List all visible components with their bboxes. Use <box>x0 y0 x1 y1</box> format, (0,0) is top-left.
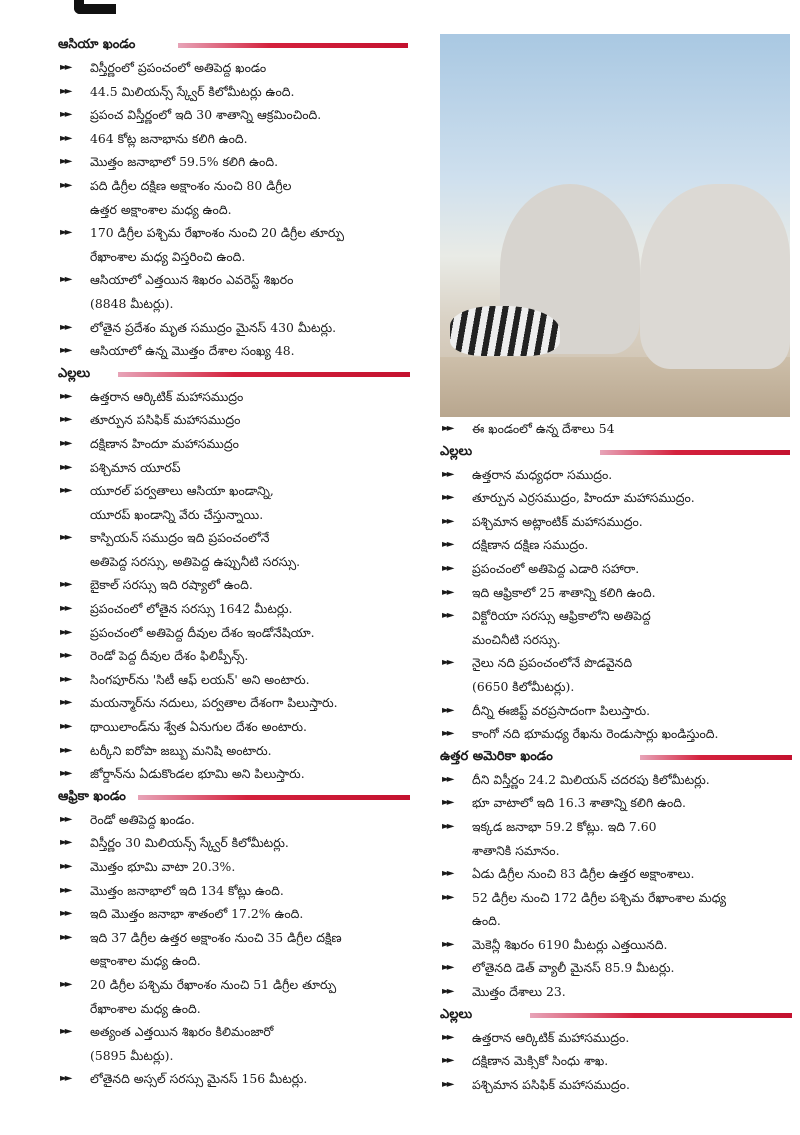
section-heading <box>440 441 795 463</box>
list-item-text: లోతైన ప్రదేశం మృత సముద్రం మైనస్ 430 మీటర్లు. <box>90 319 337 335</box>
heading-accent-bar <box>118 372 410 377</box>
heading-accent-bar <box>600 450 790 455</box>
list-item-text: ఇక్కడ జనాభా 59.2 కోట్లు. ఇది 7.60 <box>472 818 657 834</box>
bullet-arrow-icon: ►► <box>442 562 452 574</box>
list-item <box>58 1067 420 1091</box>
list-item-text: కాంగో నది భూమధ్య రేఖను రెండుసార్లు ఖండిస్తుంది. <box>472 726 719 742</box>
list-item-text: కాస్పియన్ సముద్రం ఇది ప్రపంచంలోనే <box>90 530 270 546</box>
bullet-arrow-icon: ►► <box>60 461 70 473</box>
list-item <box>440 699 795 723</box>
list-item <box>440 933 795 957</box>
list-item <box>58 926 420 973</box>
section-heading-text: ఎల్లలు <box>58 365 91 381</box>
section-heading <box>440 1004 795 1026</box>
heading-accent-bar <box>178 43 408 48</box>
list-item <box>58 526 420 573</box>
list-item-text: దక్షిణాన దక్షిణ సముద్రం. <box>472 537 589 553</box>
bullet-arrow-icon: ►► <box>60 109 70 121</box>
list-item <box>58 973 420 1020</box>
list-item <box>440 486 795 510</box>
list-item <box>58 831 420 855</box>
list-item-text: సింగపూర్‌ను 'సిటీ ఆఫ్ లయన్' అని అంటారు. <box>90 671 310 687</box>
right-column-content <box>440 417 795 1096</box>
list-item-text: జోర్డాన్‌ను ఏడుకొండల భూమి అని పిలుస్తారు. <box>90 766 305 782</box>
elephants-zebras-photo <box>440 34 790 417</box>
section-heading-text: ఉత్తర అమెరికా ఖండం <box>440 748 553 764</box>
list-item-text: బైకాల్ సరస్సు ఇది రష్యాలో ఉంది. <box>90 577 253 593</box>
bullet-arrow-icon: ►► <box>60 861 70 872</box>
list-item <box>58 621 420 645</box>
bullet-arrow-icon: ►► <box>60 978 70 990</box>
bullet-arrow-icon: ►► <box>60 697 70 709</box>
bullet-arrow-icon: ►► <box>60 345 70 357</box>
bullet-arrow-icon: ►► <box>60 650 70 662</box>
list-item <box>58 691 420 715</box>
bullet-arrow-icon: ►► <box>442 820 452 832</box>
list-item-text: ఉంది. <box>472 913 501 929</box>
list-item <box>440 815 795 862</box>
list-item <box>440 651 795 698</box>
list-item-text: రేఖాంశాల మధ్య ఉంది. <box>90 1000 201 1016</box>
bullet-arrow-icon: ►► <box>60 603 70 615</box>
bullet-arrow-icon: ►► <box>60 626 70 638</box>
bullet-arrow-icon: ►► <box>60 532 70 544</box>
bullet-arrow-icon: ►► <box>60 931 70 943</box>
list-item-text: (5895 మీటర్లు). <box>90 1047 174 1063</box>
elephant-right <box>640 184 790 369</box>
list-item-text: ప్రపంచ విస్తీర్ణంలో ఇది 30 శాతాన్ని ఆక్రమించింది. <box>90 107 322 123</box>
list-item <box>58 573 420 597</box>
list-item <box>58 597 420 621</box>
bullet-arrow-icon: ►► <box>442 539 452 551</box>
bullet-arrow-icon: ►► <box>60 721 70 733</box>
list-item <box>58 150 420 174</box>
list-item-text: యూరల్ పర్వతాలు ఆసియా ఖండాన్ని, <box>90 483 274 499</box>
bullet-arrow-icon: ►► <box>60 813 70 825</box>
list-item <box>440 557 795 581</box>
list-item <box>440 510 795 534</box>
list-item-text: (8848 మీటర్లు). <box>90 295 174 311</box>
list-item-text: ఉత్తర అక్షాంశాల మధ్య ఉంది. <box>90 201 232 217</box>
list-item-text: మెకెన్లీ శిఖరం 6190 మీటర్లు ఎత్తయినది. <box>472 936 668 952</box>
bullet-arrow-icon: ►► <box>60 227 70 239</box>
title-letter-fragment <box>74 0 116 14</box>
list-item-text: 464 కోట్ల జనాభాను కలిగి ఉంది. <box>90 130 248 146</box>
bullet-arrow-icon: ►► <box>60 1026 70 1038</box>
list-item <box>58 80 420 104</box>
bullet-arrow-icon: ►► <box>60 744 70 756</box>
list-item <box>440 417 795 441</box>
list-item-text: రెండో అతిపెద్ద ఖండం. <box>90 811 195 827</box>
bullet-arrow-icon: ►► <box>442 986 452 998</box>
list-item-text: విక్టోరియా సరస్సు ఆఫ్రికాలోని అతిపెద్ద <box>472 608 651 624</box>
list-item <box>58 127 420 151</box>
list-item <box>58 174 420 221</box>
bullet-arrow-icon: ►► <box>60 62 70 73</box>
list-item-text: ఏడు డిగ్రీల నుంచి 83 డిగ్రీల ఉత్తర అక్షాంశాలు. <box>472 866 695 882</box>
list-item <box>440 463 795 487</box>
heading-accent-bar <box>138 795 410 800</box>
bullet-arrow-icon: ►► <box>60 179 70 191</box>
bullet-arrow-icon: ►► <box>442 657 452 669</box>
list-item-text: పది డిగ్రీల దక్షిణ అక్షాంశం నుంచి 80 డిగ్రీల <box>90 177 292 193</box>
list-item-text: ఈ ఖండంలో ఉన్న దేశాలు 54 <box>472 421 615 436</box>
bullet-arrow-icon: ►► <box>442 891 452 903</box>
bullet-arrow-icon: ►► <box>60 1073 70 1085</box>
list-item <box>58 644 420 668</box>
list-item <box>58 408 420 432</box>
list-item-text: నైలు నది ప్రపంచంలోనే పొడవైనది <box>472 655 633 671</box>
list-item <box>440 533 795 557</box>
bullet-arrow-icon: ►► <box>60 437 70 449</box>
list-item-text: రేఖాంశాల మధ్య విస్తరించి ఉంది. <box>90 248 246 264</box>
bullet-arrow-icon: ►► <box>442 773 452 785</box>
list-item <box>58 762 420 786</box>
list-item <box>58 668 420 692</box>
bullet-arrow-icon: ►► <box>60 579 70 591</box>
list-item-text: విస్తీర్ణంలో ప్రపంచంలో అతిపెద్ద ఖండం <box>90 60 267 75</box>
list-item-text: 170 డిగ్రీల పశ్చిమ రేఖాంశం నుంచి 20 డిగ్రీల తూర్పు <box>90 225 345 241</box>
list-item-text: ఇది 37 డిగ్రీల ఉత్తర అక్షాంశం నుంచి 35 డిగ్రీల దక్షిణ <box>90 929 342 945</box>
bullet-arrow-icon: ►► <box>442 1078 452 1090</box>
list-item-text: మొత్తం దేశాలు 23. <box>472 984 566 1000</box>
list-item <box>58 456 420 480</box>
bullet-arrow-icon: ►► <box>60 156 70 168</box>
bullet-arrow-icon: ►► <box>60 485 70 497</box>
list-item-text: ఆసియాలో ఉన్న మొత్తం దేశాల సంఖ్య 48. <box>90 343 295 359</box>
bullet-arrow-icon: ►► <box>60 837 70 849</box>
list-item <box>440 722 795 746</box>
list-item <box>440 791 795 815</box>
section-heading <box>58 786 420 808</box>
list-item-text: ఇది మొత్తం జనాభా శాతంలో 17.2% ఉంది. <box>90 906 304 922</box>
list-item-text: భూ వాటాలో ఇది 16.3 శాతాన్ని కలిగి ఉంది. <box>472 795 686 811</box>
list-item <box>58 316 420 340</box>
bullet-arrow-icon: ►► <box>60 390 70 402</box>
list-item <box>58 715 420 739</box>
list-item <box>440 1049 795 1073</box>
list-item <box>440 768 795 792</box>
list-item-text: అతిపెద్ద సరస్సు, అతిపెద్ద ఉప్పునీటి సరస్సు. <box>90 553 301 569</box>
bullet-arrow-icon: ►► <box>442 492 452 504</box>
list-item <box>58 739 420 763</box>
list-item <box>440 886 795 933</box>
list-item <box>440 1026 795 1050</box>
list-item-text: లోతైనది అస్సల్ సరస్సు మైనస్ 156 మీటర్లు. <box>90 1071 308 1087</box>
list-item <box>440 581 795 605</box>
bullet-arrow-icon: ►► <box>60 908 70 920</box>
list-item-text: ఆసియాలో ఎత్తయిన శిఖరం ఎవరెస్ట్ శిఖరం <box>90 272 294 288</box>
list-item <box>58 339 420 363</box>
section-heading-text: ఎల్లలు <box>440 443 473 459</box>
bullet-arrow-icon: ►► <box>442 423 452 434</box>
list-item-text: శాతానికి సమానం. <box>472 842 560 858</box>
bullet-arrow-icon: ►► <box>442 515 452 527</box>
list-item-text: రెండో పెద్ద దీవుల దేశం ఫిలిప్పీన్స్. <box>90 648 249 664</box>
list-item <box>58 221 420 268</box>
list-item-text: పశ్చిమాన అట్లాంటిక్ మహాసముద్రం. <box>472 513 643 529</box>
list-item <box>58 879 420 903</box>
list-item <box>58 56 420 80</box>
list-item-text: లోతైనది డెత్ వ్యాలీ మైనస్ 85.9 మీటర్లు. <box>472 960 675 976</box>
list-item-text: మయన్మార్‌ను నదులు, పర్వతాల దేశంగా పిలుస్తారు. <box>90 695 338 711</box>
bullet-arrow-icon: ►► <box>442 728 452 740</box>
list-item-text: అత్యంత ఎత్తయిన శిఖరం కిలిమంజారో <box>90 1024 274 1040</box>
list-item <box>440 1073 795 1097</box>
list-item-text: ఇది ఆఫ్రికాలో 25 శాతాన్ని కలిగి ఉంది. <box>472 584 656 600</box>
list-item-text: దీని విస్తీర్ణం 24.2 మిలియన్ చదరపు కిలోమీటర్లు. <box>472 771 710 787</box>
list-item-text: దీన్ని ఈజిప్ట్ వరప్రసాదంగా పిలుస్తారు. <box>472 702 651 718</box>
section-heading <box>58 34 420 56</box>
bullet-arrow-icon: ►► <box>442 938 452 950</box>
list-item-text: తూర్పున ఎర్రసముద్రం, హిందూ మహాసముద్రం. <box>472 490 695 506</box>
list-item-text: 20 డిగ్రీల పశ్చిమ రేఖాంశం నుంచి 51 డిగ్రీల తూర్పు <box>90 976 337 992</box>
bullet-arrow-icon: ►► <box>60 274 70 286</box>
bullet-arrow-icon: ►► <box>60 673 70 685</box>
bullet-arrow-icon: ►► <box>442 962 452 974</box>
section-heading <box>58 363 420 385</box>
list-item <box>58 268 420 315</box>
section-heading <box>440 746 795 768</box>
list-item <box>58 855 420 879</box>
bullet-arrow-icon: ►► <box>60 414 70 426</box>
list-item-text: పశ్చిమాన పసిఫిక్ మహాసముద్రం. <box>472 1076 630 1092</box>
list-item-text: పశ్చిమాన యూరప్ <box>90 459 181 475</box>
list-item-text: తూర్పున పసిఫిక్ మహాసముద్రం <box>90 412 241 428</box>
heading-accent-bar <box>530 1013 792 1018</box>
list-item <box>58 808 420 832</box>
list-item-text: మొత్తం జనాభాలో 59.5% కలిగి ఉంది. <box>90 154 279 170</box>
list-item-text: అక్షాంశాల మధ్య ఉంది. <box>90 953 201 969</box>
list-item-text: టర్కీని ఐరోపా జబ్బు మనిషి అంటారు. <box>90 742 272 758</box>
list-item-text: విస్తీర్ణం 30 మిలియన్స్ స్క్వేర్ కిలోమీటర్లు. <box>90 835 289 851</box>
list-item <box>58 385 420 409</box>
bullet-arrow-icon: ►► <box>442 610 452 622</box>
bullet-arrow-icon: ►► <box>60 132 70 144</box>
list-item <box>440 956 795 980</box>
bullet-arrow-icon: ►► <box>442 704 452 716</box>
list-item-text: 44.5 మిలియన్స్ స్క్వేర్ కిలోమీటర్లు ఉంది. <box>90 83 295 99</box>
bullet-arrow-icon: ►► <box>442 868 452 880</box>
list-item-text: మంచినీటి సరస్సు. <box>472 631 561 647</box>
list-item <box>58 1020 420 1067</box>
list-item-text: ఉత్తరాన ఆర్కిటిక్ మహాసముద్రం. <box>472 1029 630 1045</box>
bullet-arrow-icon: ►► <box>60 768 70 780</box>
list-item-text: ప్రపంచంలో లోతైన సరస్సు 1642 మీటర్లు. <box>90 601 293 617</box>
list-item-text: దక్షిణాన మెక్సికో సింధు శాఖ. <box>472 1053 609 1069</box>
zebra <box>450 306 560 356</box>
section-heading-text: ఎల్లలు <box>440 1006 473 1022</box>
list-item <box>58 902 420 926</box>
list-item-text: థాయిలాండ్‌ను శ్వేత ఏనుగుల దేశం అంటారు. <box>90 719 307 735</box>
list-item-text: యూరప్ ఖండాన్ని వేరు చేస్తున్నాయి. <box>90 506 264 522</box>
heading-accent-bar <box>640 755 792 760</box>
list-item <box>440 980 795 1004</box>
list-item-text: మొత్తం జనాభాలో ఇది 134 కోట్లు ఉంది. <box>90 882 284 898</box>
list-item <box>58 479 420 526</box>
list-item-text: దక్షిణాన హిందూ మహాసముద్రం <box>90 435 239 451</box>
list-item <box>440 604 795 651</box>
list-item <box>440 862 795 886</box>
section-heading-text: ఆఫ్రికా ఖండం <box>58 788 126 804</box>
section-heading-text: ఆసియా ఖండం <box>58 37 136 52</box>
list-item-text: ప్రపంచంలో అతిపెద్ద దీవుల దేశం ఇండోనేషియా. <box>90 624 315 640</box>
list-item-text: ఉత్తరాన మధ్యధరా సముద్రం. <box>472 466 613 482</box>
list-item-text: ఉత్తరాన ఆర్కిటిక్ మహాసముద్రం <box>90 388 244 404</box>
left-column <box>58 34 420 1091</box>
list-item-text: (6650 కిలోమీటర్లు). <box>472 678 575 694</box>
bullet-arrow-icon: ►► <box>442 586 452 598</box>
bullet-arrow-icon: ►► <box>442 1055 452 1067</box>
bullet-arrow-icon: ►► <box>442 468 452 480</box>
list-item-text: 52 డిగ్రీల నుంచి 172 డిగ్రీల పశ్చిమ రేఖాంశాల మధ్య <box>472 889 727 905</box>
bullet-arrow-icon: ►► <box>60 85 70 97</box>
bullet-arrow-icon: ►► <box>60 321 70 333</box>
list-item <box>58 103 420 127</box>
right-column <box>440 34 795 1096</box>
list-item <box>58 432 420 456</box>
list-item-text: మొత్తం భూమి వాటా 20.3%. <box>90 859 236 874</box>
list-item-text: ప్రపంచంలో అతిపెద్ద ఎడారి సహారా. <box>472 560 640 576</box>
bullet-arrow-icon: ►► <box>442 797 452 809</box>
bullet-arrow-icon: ►► <box>442 1031 452 1043</box>
bullet-arrow-icon: ►► <box>60 884 70 896</box>
